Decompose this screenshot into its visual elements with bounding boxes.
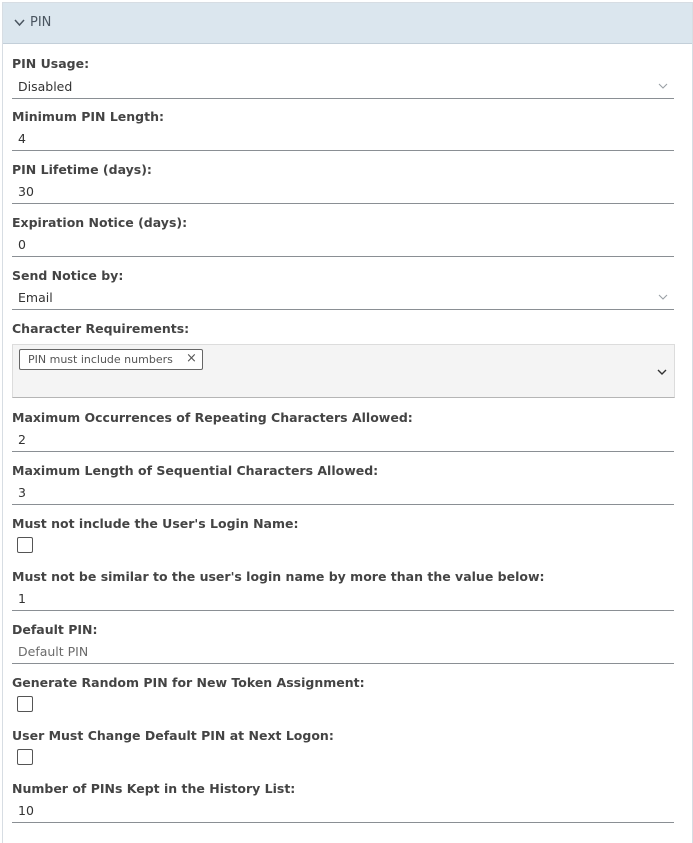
max-repeating-label: Maximum Occurrences of Repeating Characters Allowed: (12, 410, 413, 425)
chevron-down-icon[interactable] (657, 368, 667, 376)
min-length-value: 4 (18, 131, 26, 146)
expiration-notice-value: 0 (18, 237, 26, 252)
default-pin-label: Default PIN: (12, 622, 98, 637)
lifetime-label: PIN Lifetime (days): (12, 162, 152, 177)
min-length-input[interactable] (12, 128, 674, 151)
no-login-name-checkbox[interactable] (17, 537, 33, 553)
random-pin-label: Generate Random PIN for New Token Assignment: (12, 675, 365, 690)
max-sequential-value: 3 (18, 485, 26, 500)
char-requirements-multiselect[interactable] (12, 344, 675, 398)
history-label: Number of PINs Kept in the History List: (12, 781, 296, 796)
remove-chip-icon[interactable]: × (186, 351, 197, 366)
send-notice-select[interactable] (12, 287, 674, 310)
chevron-down-icon (658, 82, 668, 90)
char-requirements-label: Character Requirements: (12, 321, 190, 336)
pin-usage-label: PIN Usage: (12, 56, 90, 71)
max-repeating-value: 2 (18, 432, 26, 447)
history-value: 10 (18, 803, 34, 818)
random-pin-checkbox[interactable] (17, 696, 33, 712)
no-login-name-label: Must not include the User's Login Name: (12, 516, 299, 531)
max-sequential-input[interactable] (12, 482, 674, 505)
max-repeating-input[interactable] (12, 429, 674, 452)
pin-usage-select[interactable] (12, 76, 674, 99)
must-change-checkbox[interactable] (17, 749, 33, 765)
similarity-value: 1 (18, 591, 26, 606)
default-pin-input[interactable] (12, 641, 674, 664)
chevron-down-icon (658, 293, 668, 301)
pin-usage-value: Disabled (18, 79, 73, 94)
section-title: PIN (30, 15, 52, 30)
send-notice-label: Send Notice by: (12, 268, 124, 283)
chevron-down-icon (14, 17, 25, 28)
send-notice-value: Email (18, 290, 53, 305)
expiration-notice-input[interactable] (12, 234, 674, 257)
must-change-label: User Must Change Default PIN at Next Logon: (12, 728, 334, 743)
default-pin-placeholder: Default PIN (18, 644, 89, 659)
min-length-label: Minimum PIN Length: (12, 109, 164, 124)
max-sequential-label: Maximum Length of Sequential Characters Allowed: (12, 463, 379, 478)
similarity-label: Must not be similar to the user's login name by more than the value below: (12, 569, 545, 584)
lifetime-input[interactable] (12, 181, 674, 204)
requirement-chip-label: PIN must include numbers (28, 353, 173, 366)
expiration-notice-label: Expiration Notice (days): (12, 215, 188, 230)
history-input[interactable] (12, 800, 674, 823)
requirement-chip (19, 349, 203, 370)
pin-section-header[interactable] (3, 3, 692, 44)
similarity-input[interactable] (12, 588, 674, 611)
lifetime-value: 30 (18, 184, 34, 199)
